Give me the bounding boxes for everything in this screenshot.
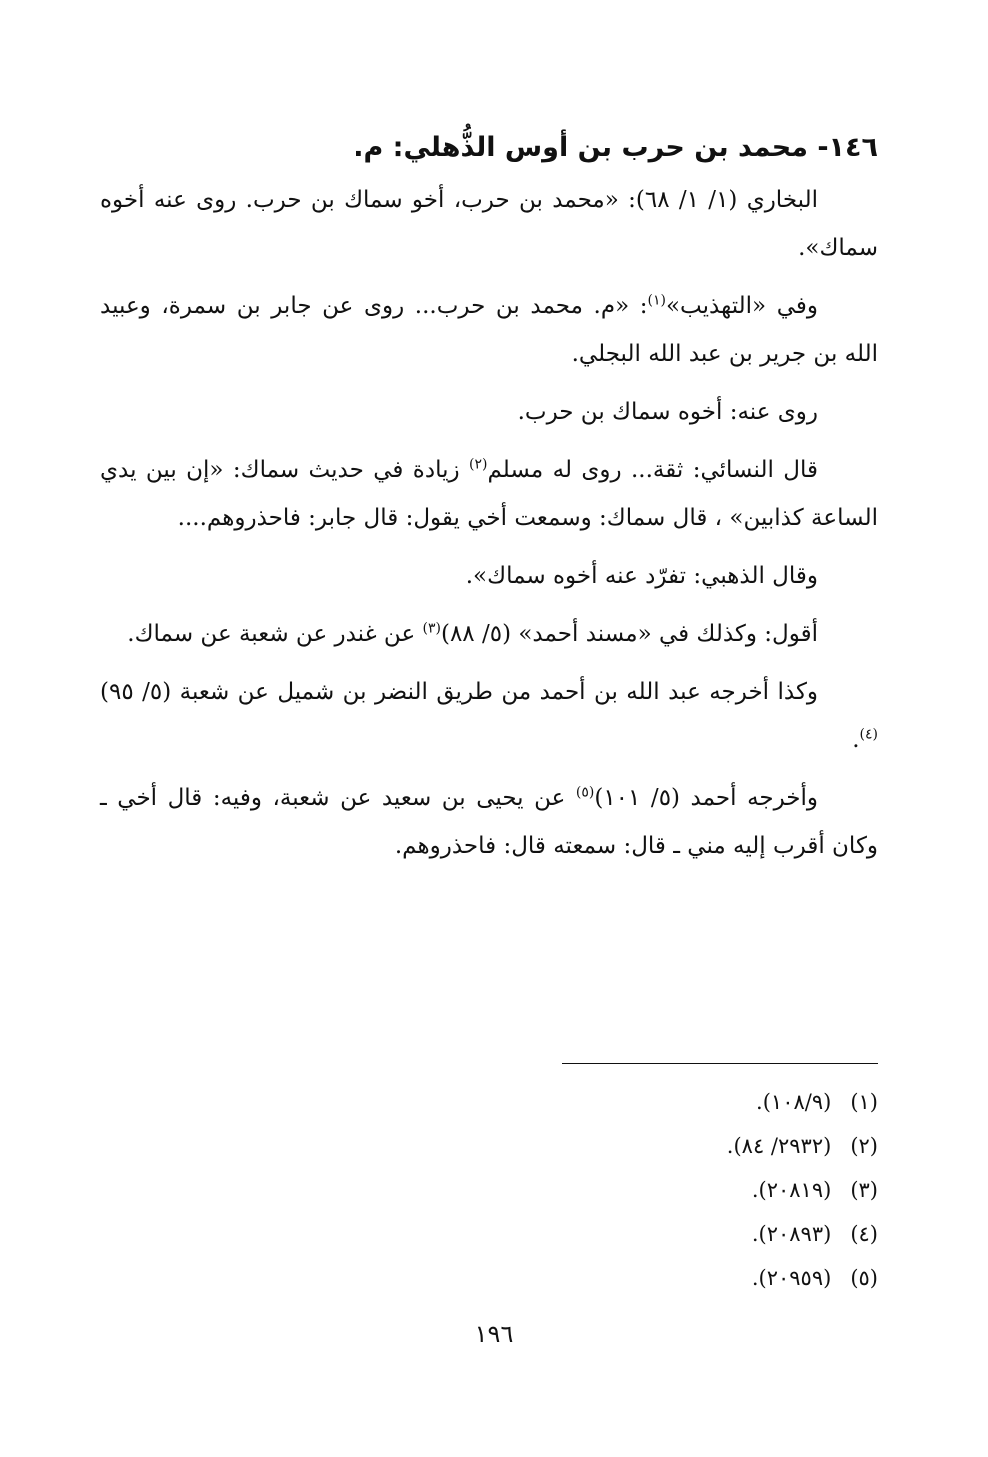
footnote-text: (٢٩٣٢/ ٨٤). [726, 1134, 838, 1158]
footnote-number: (٤) [850, 1222, 878, 1246]
footnote-ref: (٢) [469, 456, 488, 473]
footnote-number: (١) [850, 1090, 878, 1114]
paragraph-text: زيادة في حديث سماك: «إن بين يدي الساعة كذابين» ، قال سماك: وسمعت أخي يقول: قال جابر: فاحذروهم.... [100, 457, 878, 531]
footnote [578, 1212, 878, 1256]
paragraph-text: . [852, 727, 860, 753]
footnote-number: (٢) [850, 1134, 878, 1158]
page-number: ١٩٦ [474, 1320, 514, 1348]
paragraph-text: قال النسائي: ثقة... روى له مسلم [487, 457, 818, 483]
paragraph [100, 176, 878, 272]
footnote [578, 1124, 878, 1168]
paragraph-text: عن يحيى بن سعيد عن شعبة، وفيه: قال أخي ـ وكان أقرب إليه مني ـ قال: سمعته قال: فاحذروهم. [100, 785, 878, 859]
footnote-text: (١٠٨/٩). [756, 1090, 838, 1114]
page-body [100, 128, 878, 880]
paragraph-text: وكذا أخرجه عبد الله بن أحمد من طريق النضر بن شميل عن شعبة (٥/ ٩٥) [100, 679, 818, 705]
paragraph-text: روى عنه: أخوه سماك بن حرب. [517, 399, 818, 425]
footnote-separator [562, 1063, 878, 1064]
paragraph [100, 610, 878, 658]
footnote-number: (٣) [850, 1178, 878, 1202]
footnote-ref: (١) [647, 292, 666, 309]
footnote-ref: (٤) [859, 726, 878, 743]
paragraph-text: وأخرجه أحمد (٥/ ١٠١) [594, 785, 819, 811]
paragraph [100, 668, 878, 764]
paragraph [100, 446, 878, 542]
footnote-text: (٢٠٨١٩). [751, 1178, 838, 1202]
paragraph [100, 282, 878, 378]
footnote [578, 1256, 878, 1300]
paragraph-text: البخاري (١/ ١/ ٦٨): «محمد بن حرب، أخو سماك بن حرب. روى عنه أخوه سماك». [100, 187, 878, 261]
footnote [578, 1168, 878, 1212]
footnote-number: (٥) [850, 1266, 878, 1290]
entry-heading: ١٤٦- محمد بن حرب بن أوس الذُّهلي: م. [353, 132, 878, 163]
footnote [578, 1080, 878, 1124]
footnote-text: (٢٠٩٥٩). [751, 1266, 838, 1290]
paragraph-text: : «م. محمد بن حرب... روى عن جابر بن سمرة، وعبيد الله بن جرير بن عبد الله البجلي. [100, 293, 878, 367]
paragraph-text: عن غندر عن شعبة عن سماك. [127, 621, 423, 647]
footnote-ref: (٣) [422, 620, 441, 637]
paragraph [100, 774, 878, 870]
footnote-ref: (٥) [575, 784, 595, 801]
paragraph-text: أقول: وكذلك في «مسند أحمد» (٥/ ٨٨) [440, 621, 818, 647]
footnotes [578, 1080, 878, 1300]
paragraphs [100, 176, 878, 870]
paragraph-text: وفي «التهذيب» [665, 293, 818, 319]
paragraph [100, 552, 878, 600]
paragraph-text: وقال الذهبي: تفرّد عنه أخوه سماك». [465, 563, 818, 589]
footnote-text: (٢٠٨٩٣). [751, 1222, 838, 1246]
paragraph [100, 388, 878, 436]
